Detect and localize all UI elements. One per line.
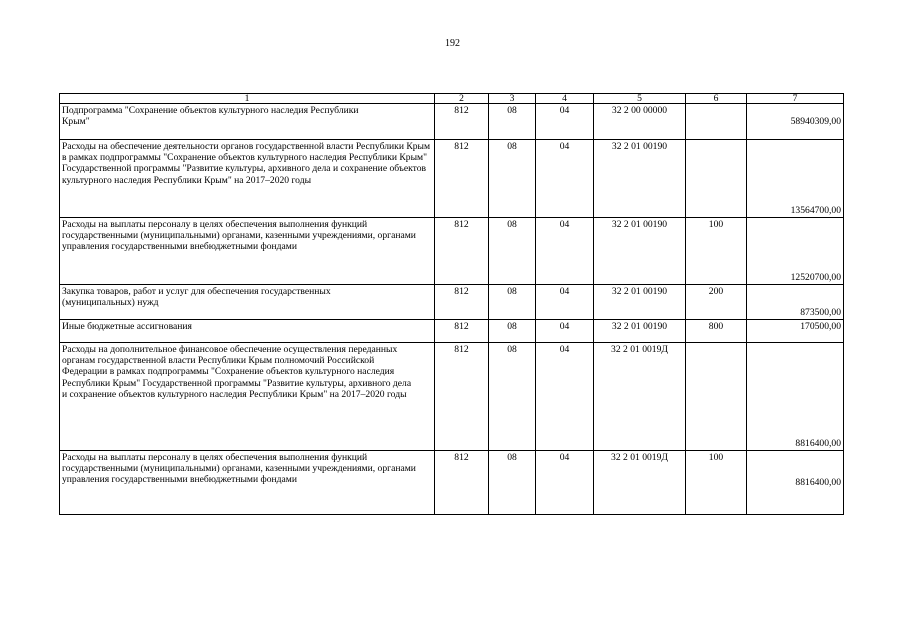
table-row <box>60 218 844 285</box>
row-subsection: 04 <box>536 104 594 140</box>
row-amount: 8816400,00 <box>747 451 844 515</box>
row-grbs: 812 <box>435 218 489 285</box>
row-subsection: 04 <box>536 343 594 451</box>
row-section: 08 <box>489 451 536 515</box>
column-header: 4 <box>536 94 594 104</box>
row-subsection: 04 <box>536 285 594 320</box>
column-header: 2 <box>435 94 489 104</box>
row-section: 08 <box>489 104 536 140</box>
table-header-row <box>60 94 844 104</box>
row-expense-type: 100 <box>686 451 747 515</box>
row-target-article: 32 2 01 00190 <box>594 320 686 343</box>
row-expense-type <box>686 104 747 140</box>
row-expense-type: 800 <box>686 320 747 343</box>
table-row <box>60 343 844 451</box>
row-expense-type: 200 <box>686 285 747 320</box>
column-header: 7 <box>747 94 844 104</box>
row-grbs: 812 <box>435 140 489 218</box>
row-description: Расходы на дополнительное финансовое обеспечение осуществления переданных органам государственной власти Республики Крым полномочий Российской Федерации в рамках подпрограммы "Сохранение объектов культурного наследия Республики Крым" Государственной программы "Развитие культуры, архивного дела и сохранение объектов культурного наследия Республики Крым" на 2017–2020 годы <box>60 343 435 451</box>
row-section: 08 <box>489 343 536 451</box>
row-target-article: 32 2 01 00190 <box>594 285 686 320</box>
row-subsection: 04 <box>536 320 594 343</box>
column-header: 1 <box>60 94 435 104</box>
row-expense-type: 100 <box>686 218 747 285</box>
row-expense-type <box>686 140 747 218</box>
row-grbs: 812 <box>435 320 489 343</box>
row-target-article: 32 2 01 00190 <box>594 140 686 218</box>
row-subsection: 04 <box>536 140 594 218</box>
row-amount: 12520700,00 <box>747 218 844 285</box>
row-amount: 58940309,00 <box>747 104 844 140</box>
table-row <box>60 320 844 343</box>
row-target-article: 32 2 01 0019Д <box>594 343 686 451</box>
row-target-article: 32 2 01 0019Д <box>594 451 686 515</box>
row-description: Расходы на выплаты персоналу в целях обеспечения выполнения функций государственными (муниципальными) органами, казенными учреждениями, органами управления государственными внебюджетными фондами <box>60 451 435 515</box>
row-description: Подпрограмма "Сохранение объектов культурного наследия Республики Крым" <box>60 104 435 140</box>
row-section: 08 <box>489 320 536 343</box>
row-section: 08 <box>489 218 536 285</box>
row-subsection: 04 <box>536 218 594 285</box>
table-row <box>60 140 844 218</box>
row-description: Иные бюджетные ассигнования <box>60 320 435 343</box>
row-target-article: 32 2 01 00190 <box>594 218 686 285</box>
row-description: Расходы на выплаты персоналу в целях обеспечения выполнения функций государственными (муниципальными) органами, казенными учреждениями, органами управления государственными внебюджетными фондами <box>60 218 435 285</box>
row-target-article: 32 2 00 00000 <box>594 104 686 140</box>
row-grbs: 812 <box>435 104 489 140</box>
row-subsection: 04 <box>536 451 594 515</box>
column-header: 3 <box>489 94 536 104</box>
row-expense-type <box>686 343 747 451</box>
row-description: Закупка товаров, работ и услуг для обеспечения государственных (муниципальных) нужд <box>60 285 435 320</box>
row-amount: 873500,00 <box>747 285 844 320</box>
row-amount: 170500,00 <box>747 320 844 343</box>
column-header: 6 <box>686 94 747 104</box>
page-number: 192 <box>445 38 460 49</box>
row-grbs: 812 <box>435 451 489 515</box>
table-row <box>60 104 844 140</box>
row-grbs: 812 <box>435 285 489 320</box>
budget-table <box>59 93 844 515</box>
row-amount: 13564700,00 <box>747 140 844 218</box>
column-header: 5 <box>594 94 686 104</box>
row-amount: 8816400,00 <box>747 343 844 451</box>
table-row <box>60 451 844 515</box>
table-row <box>60 285 844 320</box>
row-section: 08 <box>489 285 536 320</box>
row-grbs: 812 <box>435 343 489 451</box>
row-section: 08 <box>489 140 536 218</box>
row-description: Расходы на обеспечение деятельности органов государственной власти Республики Крым в рамках подпрограммы "Сохранение объектов культурного наследия Республики Крым" Государственной программы "Развитие культуры, архивного дела и сохранение объектов культурного наследия Республики Крым" на 2017–2020 годы <box>60 140 435 218</box>
